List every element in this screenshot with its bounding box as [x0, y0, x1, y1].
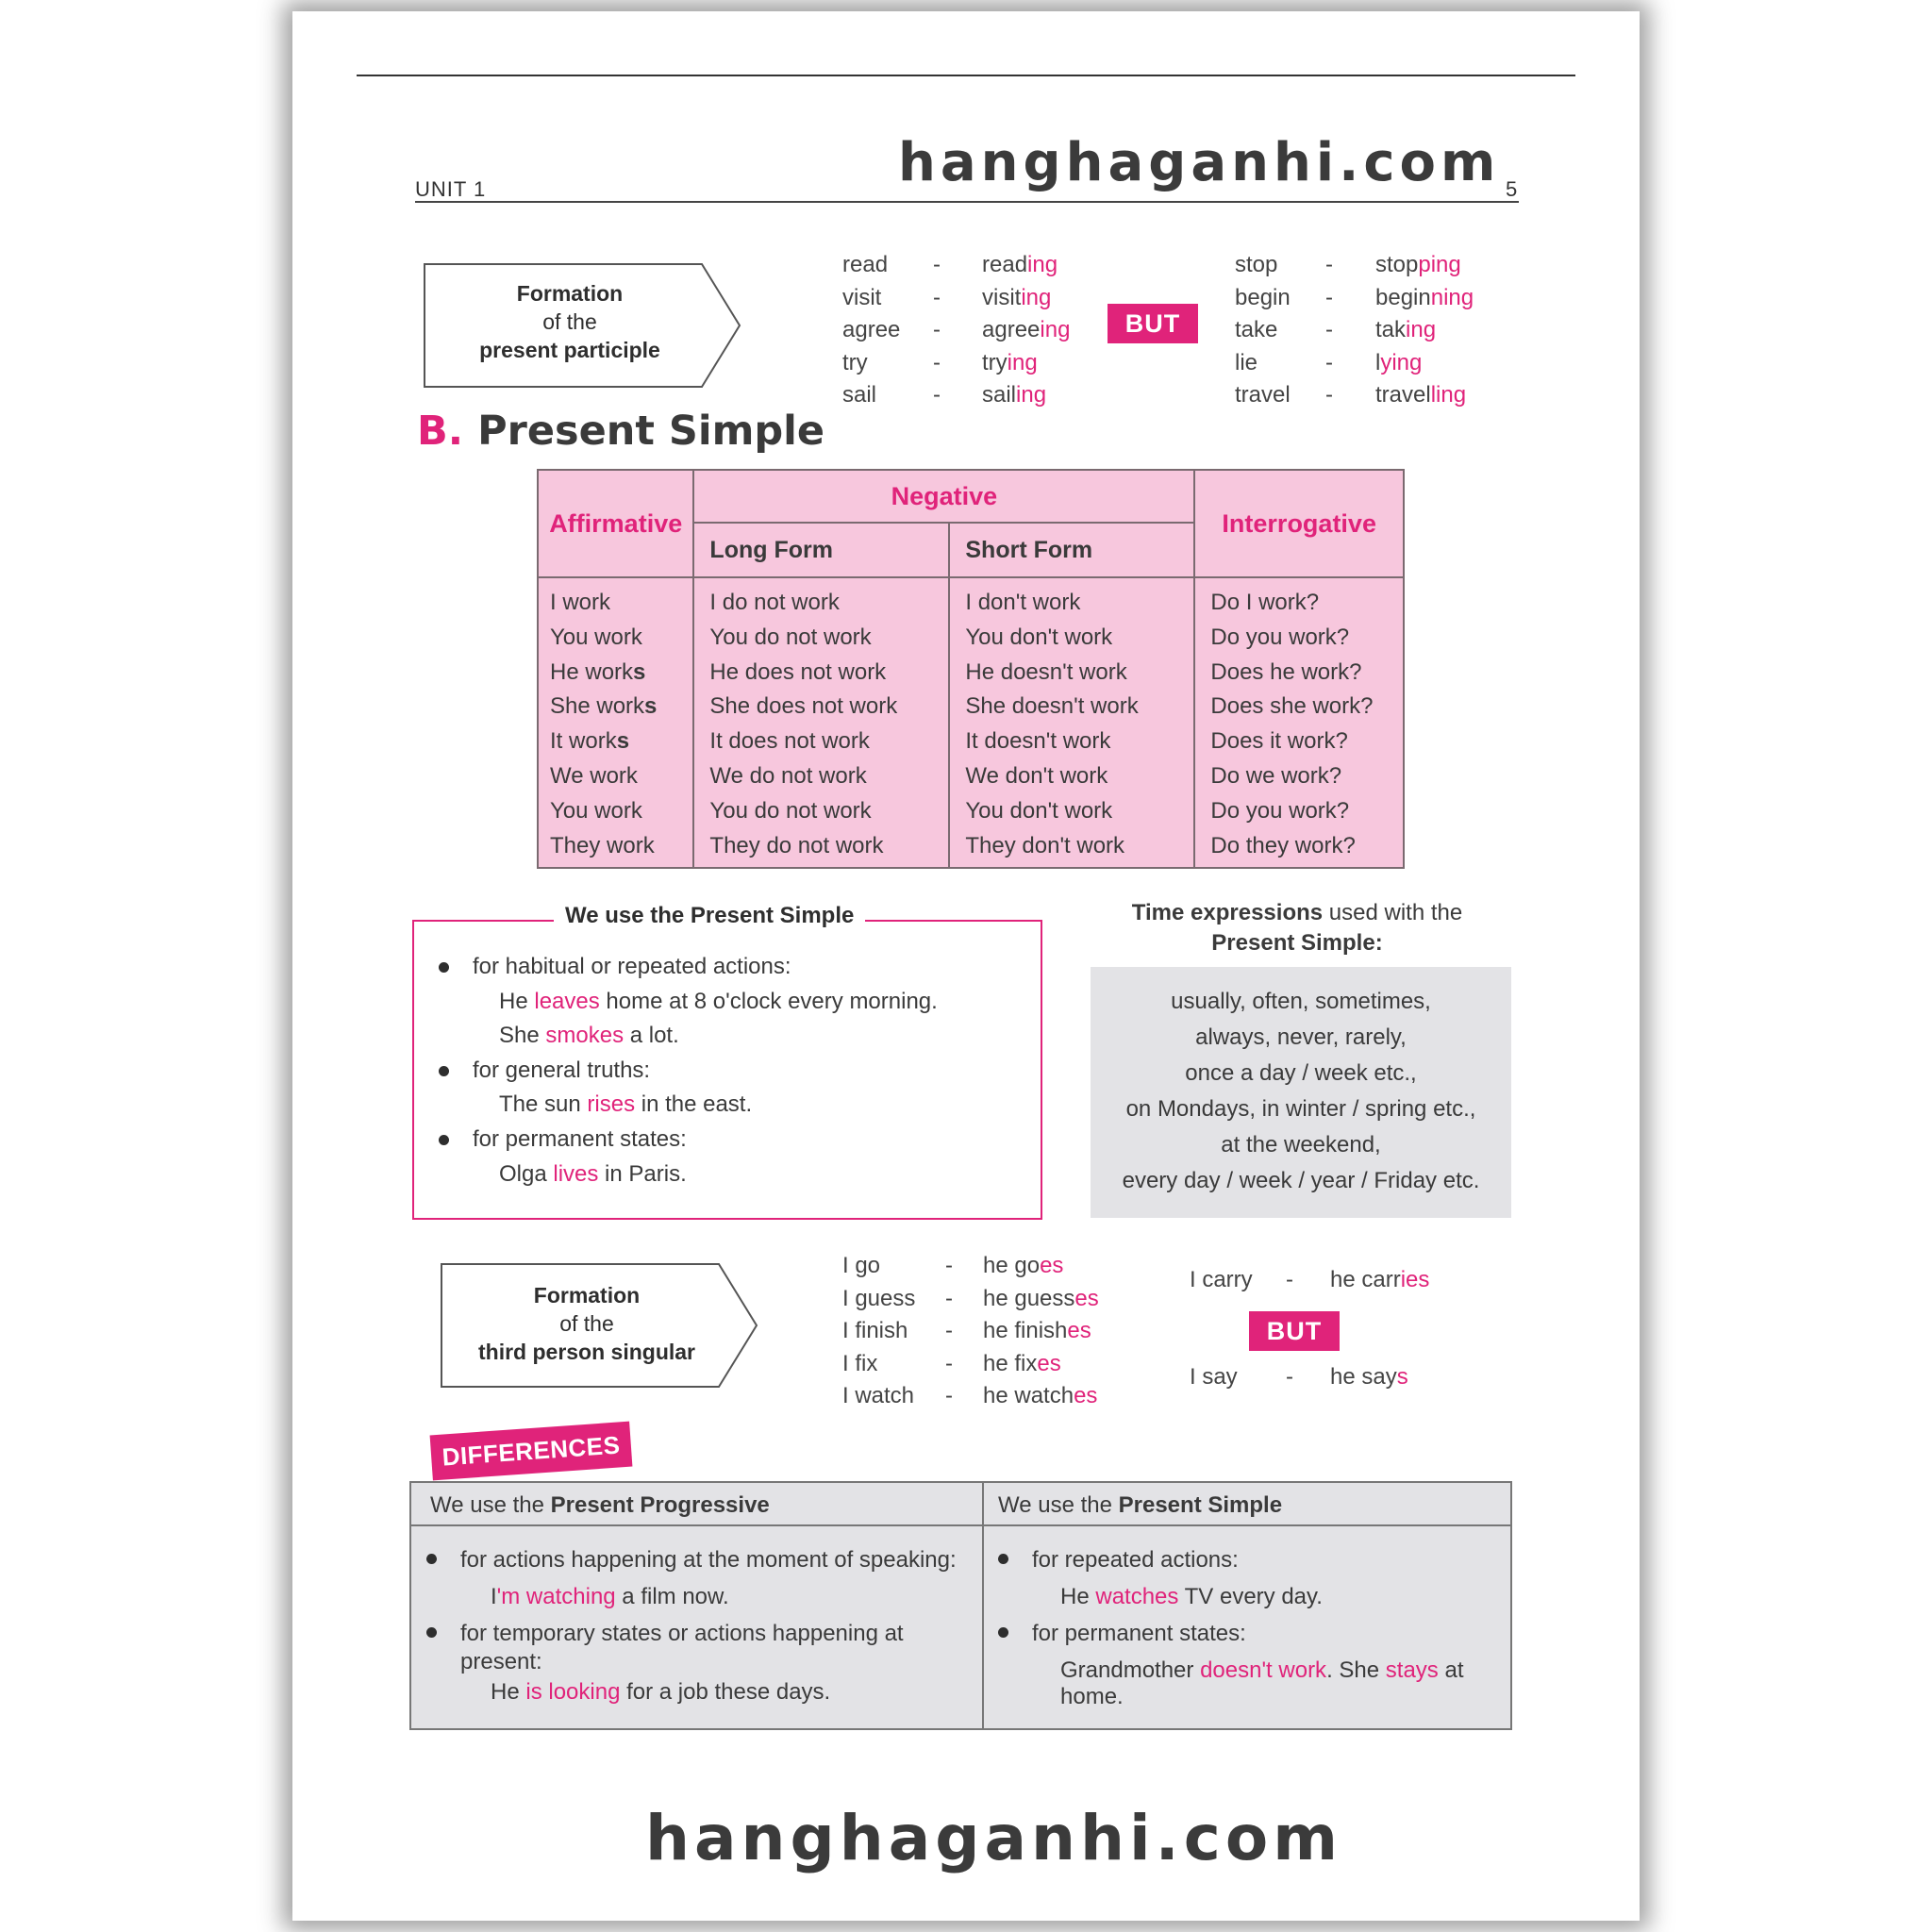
affirmative-row	[550, 690, 692, 724]
left-column	[425, 1541, 976, 1708]
long-form-row: We do not work	[709, 762, 867, 789]
affirmative-header: Affirmative	[538, 470, 693, 577]
participle-regular-dashes	[933, 249, 941, 412]
time-expression: every day / week / year / Friday etc.	[1122, 1168, 1480, 1193]
but-badge-participle: BUT	[1108, 304, 1198, 343]
stem: travel	[1375, 382, 1431, 408]
say-base: I say	[1190, 1364, 1238, 1390]
carry-base: I carry	[1190, 1267, 1253, 1292]
example-verb: is looking	[525, 1679, 621, 1705]
ending: ling	[1430, 382, 1467, 408]
usage-list	[437, 950, 938, 1191]
participle-form	[982, 314, 1070, 347]
example-verb: leaves	[534, 988, 600, 1014]
example-verb: stays	[1385, 1657, 1439, 1683]
right-header	[998, 1485, 1282, 1526]
short-form-header: Short Form	[949, 523, 1194, 577]
ending: es	[1040, 1253, 1064, 1278]
example-verb: lives	[553, 1160, 599, 1187]
ending: ing	[1016, 382, 1047, 408]
affirmative-row	[550, 794, 692, 829]
usage-example	[437, 1019, 938, 1054]
usage-example	[437, 1088, 938, 1123]
long-form-row: She does not work	[709, 693, 898, 720]
verb: work	[594, 624, 642, 650]
third-person-label-line3: third person singular	[477, 1340, 696, 1364]
ending: es	[1074, 1383, 1098, 1409]
subject: We	[550, 762, 584, 789]
stem: he go	[983, 1253, 1041, 1278]
but-badge-third-person: BUT	[1249, 1311, 1340, 1351]
dash: -	[1286, 1267, 1293, 1292]
dash: -	[933, 284, 941, 310]
stem: he guess	[983, 1285, 1075, 1311]
word-base: lie	[1235, 349, 1258, 375]
affirmative-row	[550, 759, 692, 794]
word-base: I finish	[842, 1318, 908, 1344]
ending: s	[616, 728, 630, 755]
ending: es	[1037, 1350, 1061, 1376]
word-base: read	[842, 252, 889, 277]
watermark-top: hanghaganhi.com	[898, 132, 1501, 193]
watermark-bottom: hanghaganhi.com	[645, 1802, 1342, 1874]
dash: -	[933, 317, 941, 343]
short-form-row: It doesn't work	[965, 728, 1111, 755]
differences-table	[409, 1481, 1512, 1730]
interrogative-row: Do we work?	[1210, 762, 1342, 789]
participle-regular-base	[842, 249, 900, 412]
interrogative-row: Does it work?	[1210, 728, 1348, 755]
section-heading	[417, 408, 824, 455]
interrogative-row: Do you work?	[1210, 797, 1350, 824]
example-text: Grandmother	[1060, 1657, 1201, 1683]
dash: -	[1325, 252, 1333, 277]
verb: work	[596, 693, 645, 720]
time-heading-rest: used with the	[1323, 900, 1463, 925]
example-verb: 'm watching	[496, 1584, 616, 1609]
third-person-base	[842, 1250, 915, 1413]
long-form-row: I do not work	[709, 590, 840, 615]
short-form-row: We don't work	[965, 762, 1108, 789]
stem: stop	[1375, 252, 1419, 277]
ending: s	[1396, 1364, 1408, 1390]
stem: sail	[982, 382, 1017, 408]
subject: It	[550, 728, 563, 755]
example-text: Olga	[499, 1160, 554, 1187]
short-form-column	[949, 577, 1194, 868]
ending: ning	[1430, 284, 1474, 310]
section-letter: B.	[417, 408, 464, 455]
present-simple-table	[537, 469, 1405, 869]
dash: -	[1286, 1364, 1293, 1390]
usage-bullet: for permanent states:	[437, 1123, 938, 1158]
dash: -	[945, 1253, 953, 1278]
third-person-arrow-box	[440, 1262, 760, 1389]
short-form-row: She doesn't work	[965, 693, 1139, 720]
participle-form	[1375, 282, 1474, 315]
dash: -	[1325, 317, 1333, 343]
right-header-text: We use the	[998, 1492, 1119, 1518]
section-title: Present Simple	[477, 408, 825, 455]
time-expression: usually, often, sometimes,	[1171, 989, 1431, 1014]
usage-example	[437, 1158, 938, 1192]
long-form-row: You do not work	[709, 624, 872, 650]
example-text: in Paris.	[598, 1160, 687, 1187]
subject: I	[550, 590, 557, 615]
dash: -	[945, 1383, 953, 1409]
long-form-column	[693, 577, 949, 868]
left-header	[430, 1485, 770, 1526]
ending: es	[1074, 1285, 1099, 1311]
example-text: home.	[1060, 1684, 1124, 1709]
dash: -	[933, 252, 941, 277]
difference-bullet: for actions happening at the moment of speaking:	[425, 1541, 976, 1578]
time-expressions-list	[1091, 984, 1511, 1199]
dash: -	[945, 1285, 953, 1311]
word-base: take	[1235, 317, 1278, 343]
difference-bullet	[425, 1615, 976, 1676]
dash: -	[945, 1318, 953, 1344]
ending: ing	[1007, 349, 1038, 375]
example-text: home at 8 o'clock every morning.	[599, 988, 938, 1014]
ending: ing	[1027, 252, 1058, 277]
word-base: I go	[842, 1253, 881, 1278]
example-text: He	[499, 988, 535, 1014]
subject: She	[550, 693, 591, 720]
example-text: . She	[1326, 1657, 1386, 1683]
time-expression: always, never, rarely,	[1195, 1024, 1407, 1050]
ending: ing	[1406, 317, 1437, 343]
verb: work	[569, 728, 617, 755]
participle-form	[982, 282, 1070, 315]
participle-form	[982, 379, 1070, 412]
time-expression: at the weekend,	[1221, 1132, 1381, 1158]
difference-example	[425, 1676, 976, 1708]
time-expressions-heading	[1094, 898, 1500, 958]
affirmative-row	[550, 586, 692, 621]
short-form-row: You don't work	[965, 624, 1113, 650]
long-form-row: It does not work	[709, 728, 870, 755]
third-person-label-line1: Formation	[533, 1283, 641, 1307]
interrogative-column	[1194, 577, 1404, 868]
word-base: I guess	[842, 1285, 916, 1311]
third-person-form	[983, 1250, 1099, 1283]
interrogative-row: Do I work?	[1210, 590, 1320, 615]
interrogative-row: Do you work?	[1210, 624, 1350, 650]
participle-label-line2: of the	[542, 309, 597, 334]
page-number: 5	[1506, 177, 1518, 201]
short-form-row: You don't work	[965, 797, 1113, 824]
word-base: visit	[842, 284, 882, 310]
third-person-form	[983, 1283, 1099, 1316]
participle-form	[1375, 347, 1474, 380]
example-verb: rises	[587, 1091, 636, 1118]
participle-form	[982, 249, 1070, 282]
example-text: in the east.	[635, 1091, 753, 1118]
dash: -	[1325, 349, 1333, 375]
ending: s	[633, 658, 646, 685]
stem: read	[982, 252, 1028, 277]
interrogative-row: Do they work?	[1210, 832, 1356, 858]
stem: he say	[1330, 1364, 1397, 1390]
interrogative-header: Interrogative	[1194, 470, 1404, 577]
participle-irregular-dashes	[1325, 249, 1333, 412]
bullet-line: for temporary states or actions happening at	[460, 1621, 904, 1646]
word-base: travel	[1235, 382, 1291, 408]
negative-header: Negative	[693, 470, 1194, 523]
participle-regular-forms	[982, 249, 1070, 412]
word-base: I fix	[842, 1350, 878, 1376]
unit-rule	[415, 201, 1519, 203]
third-person-form	[983, 1380, 1099, 1413]
right-column	[996, 1541, 1506, 1710]
usage-bullet: for habitual or repeated actions:	[437, 950, 938, 985]
word-base: sail	[842, 382, 877, 408]
verb: work	[562, 590, 611, 615]
ending: ying	[1380, 349, 1423, 375]
long-form-row: You do not work	[709, 797, 872, 824]
right-header-bold: Present Simple	[1118, 1492, 1283, 1518]
left-header-bold: Present Progressive	[550, 1492, 770, 1518]
difference-bullet: for permanent states:	[996, 1615, 1506, 1652]
usage-title: We use the Present Simple	[554, 903, 865, 929]
left-header-text: We use the	[430, 1492, 551, 1518]
long-form-row: They do not work	[709, 832, 884, 858]
dash: -	[1325, 284, 1333, 310]
time-expressions-box	[1091, 967, 1511, 1218]
time-heading-line2: Present Simple:	[1211, 930, 1383, 956]
usage-bullet: for general truths:	[437, 1054, 938, 1089]
example-text: a film now.	[615, 1584, 729, 1609]
interrogative-row: Does she work?	[1210, 693, 1374, 720]
third-person-label-line2: of the	[559, 1311, 614, 1336]
participle-label-line1: Formation	[516, 281, 624, 306]
example-text: The sun	[499, 1091, 588, 1118]
differences-badge: DIFFERENCES	[430, 1422, 633, 1481]
ending: s	[644, 693, 658, 720]
ending: ing	[1021, 284, 1052, 310]
time-expression: on Mondays, in winter / spring etc.,	[1125, 1096, 1476, 1122]
participle-irregular-forms	[1375, 249, 1474, 412]
example-text: He	[1060, 1584, 1096, 1609]
example-text: I	[491, 1584, 497, 1609]
word-base: I watch	[842, 1383, 915, 1409]
ending: ping	[1418, 252, 1461, 277]
time-heading-bold: Time expressions	[1131, 900, 1324, 925]
stem: l	[1375, 349, 1381, 375]
stem: he finish	[983, 1318, 1068, 1344]
example-text: at	[1438, 1657, 1464, 1683]
participle-form	[1375, 249, 1474, 282]
interrogative-row: Does he work?	[1210, 658, 1362, 685]
example-text: He	[491, 1679, 526, 1705]
example-verb: smokes	[545, 1023, 625, 1049]
ending: ing	[1040, 317, 1071, 343]
participle-arrow-box	[423, 262, 743, 389]
dash: -	[933, 349, 941, 375]
third-person-form	[983, 1348, 1099, 1381]
stem: he carr	[1330, 1267, 1401, 1292]
affirmative-row	[550, 656, 692, 691]
long-form-header: Long Form	[693, 523, 949, 577]
column-divider	[982, 1483, 984, 1728]
affirmative-row	[550, 621, 692, 656]
short-form-row: He doesn't work	[965, 658, 1127, 685]
subject: You	[550, 797, 589, 824]
ending: es	[1067, 1318, 1091, 1344]
difference-bullet: for repeated actions:	[996, 1541, 1506, 1578]
subject: They	[550, 832, 601, 858]
subject: You	[550, 624, 589, 650]
example-text: a lot.	[624, 1023, 679, 1049]
third-person-label	[440, 1281, 734, 1366]
carry-form	[1330, 1264, 1429, 1297]
top-rule	[357, 75, 1575, 76]
word-base: stop	[1235, 252, 1278, 277]
short-form-row: I don't work	[965, 590, 1081, 615]
example-text: for a job these days.	[620, 1679, 831, 1705]
usage-example	[437, 985, 938, 1020]
say-form	[1330, 1361, 1408, 1394]
long-form-row: He does not work	[709, 658, 887, 685]
time-expression: once a day / week etc.,	[1185, 1060, 1417, 1086]
third-person-forms	[983, 1250, 1099, 1413]
stem: try	[982, 349, 1008, 375]
example-text: TV every day.	[1178, 1584, 1323, 1609]
participle-form	[1375, 379, 1474, 412]
verb: work	[607, 832, 655, 858]
difference-example	[425, 1578, 976, 1615]
word-base: try	[842, 349, 868, 375]
example-verb: doesn't work	[1200, 1657, 1327, 1683]
participle-form	[982, 347, 1070, 380]
difference-example	[996, 1578, 1506, 1615]
verb: work	[585, 658, 634, 685]
unit-label: UNIT 1	[415, 177, 487, 201]
stem: tak	[1375, 317, 1407, 343]
example-text: She	[499, 1023, 546, 1049]
stem: agree	[982, 317, 1041, 343]
third-person-dashes	[945, 1250, 953, 1413]
third-person-form	[983, 1315, 1099, 1348]
participle-form	[1375, 314, 1474, 347]
word-base: agree	[842, 317, 901, 343]
short-form-row: They don't work	[965, 832, 1125, 858]
participle-label-line3: present participle	[479, 338, 660, 362]
participle-irregular-base	[1235, 249, 1291, 412]
dash: -	[1325, 382, 1333, 408]
word-base: begin	[1235, 284, 1291, 310]
usage-box	[412, 903, 1042, 1220]
participle-label	[423, 279, 717, 364]
example-verb: watches	[1095, 1584, 1179, 1609]
ending: ies	[1400, 1267, 1430, 1292]
affirmative-row	[550, 724, 692, 759]
subject: He	[550, 658, 579, 685]
stem: begin	[1375, 284, 1431, 310]
affirmative-row	[550, 829, 692, 864]
difference-example	[996, 1652, 1506, 1710]
verb: work	[594, 797, 642, 824]
stem: he fix	[983, 1350, 1038, 1376]
bullet-line: present:	[460, 1649, 542, 1674]
verb: work	[590, 762, 638, 789]
stem: visit	[982, 284, 1022, 310]
dash: -	[945, 1350, 953, 1376]
dash: -	[933, 382, 941, 408]
affirmative-column	[538, 577, 693, 868]
stem: he watch	[983, 1383, 1074, 1409]
